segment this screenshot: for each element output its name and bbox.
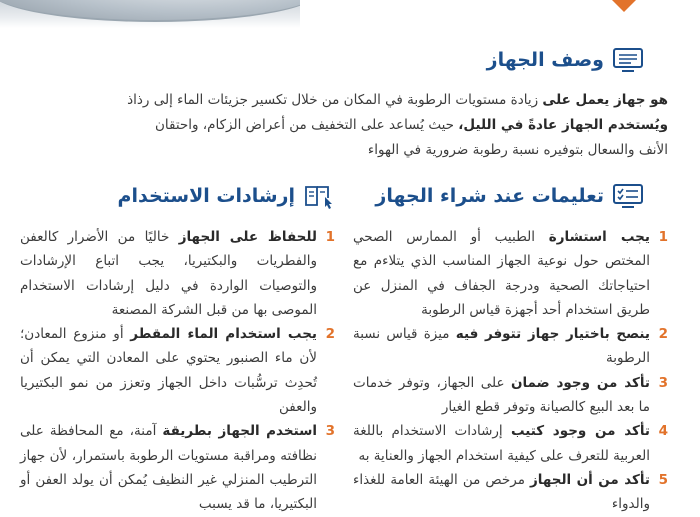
usage-item: 1 للحفاظ على الجهاز خاليًا من الأضرار كالعفن والفطريات والبكتيريا، يجب اتباع الإرشادات والتوصيات الواردة في دليل إرشادات الاستخدام الموصى بها من قبل الشركة المصنعة <box>20 229 335 318</box>
description-title: وصف الجهاز <box>486 49 604 71</box>
usage-list <box>20 225 335 517</box>
manual-click-icon <box>303 183 335 209</box>
monitor-document-icon <box>612 47 644 73</box>
purchase-heading <box>375 183 644 209</box>
purchase-item: 2 ينصح باختيار جهاز تتوفر فيه ميزة قياس نسبة الرطوبة <box>353 326 668 367</box>
purchase-item: 4 تأكد من وجود كتيب إرشادات الاستخدام باللغة العربية للتعرف على كيفية استخدام الجهاز والعناية به <box>353 423 668 464</box>
usage-item: 2 يجب استخدام الماء المقطر أو منزوع المعادن؛ لأن ماء الصنبور يحتوي على المعادن التي يمكن أن تُحدِث ترسُّبات داخل الجهاز وتعزز من نمو البكتيريا والعفن <box>20 326 335 416</box>
description-heading <box>487 47 644 73</box>
purchase-list <box>353 225 668 517</box>
humidifier-photo-fragment <box>0 0 320 22</box>
header-photo <box>0 0 700 28</box>
usage-item: 3 استخدم الجهاز بطريقة آمنة، مع المحافظة على نظافته ومراقبة مستويات الرطوبة باستمرار، لأن جهاز الترطيب المنزلي غير النظيف يُمكن أن يولد العفن أو البكتيريا، ما قد يسبب <box>20 423 335 513</box>
description-line-3: الأنف والسعال بتوفيره نسبة رطوبة ضرورية في الهواء <box>367 142 668 158</box>
checklist-icon <box>612 183 644 209</box>
orange-corner-marker <box>612 0 636 14</box>
description-line-1: هو جهاز يعمل على زيادة مستويات الرطوبة في المكان من خلال تكسير جزيئات الماء إلى رذاذ <box>127 92 668 108</box>
purchase-item: 3 تأكد من وجود ضمان على الجهاز، وتوفر خدمات ما بعد البيع كالصيانة وتوفر قطع الغيار <box>353 374 668 416</box>
usage-heading <box>118 183 335 209</box>
description-text <box>28 88 668 163</box>
purchase-title: تعليمات عند شراء الجهاز <box>375 185 604 207</box>
purchase-item: 1 يجب استشارة الطبيب أو الممارس الصحي المختص حول نوعية الجهاز المناسب الذي يتلاءم مع احتياجاتك الصحية ودرجة الجفاف في المنزل عن طريق استخدام أحد أجهزة قياس الرطوبة <box>353 229 668 318</box>
usage-title: إرشادات الاستخدام <box>117 185 295 207</box>
description-line-2: ويُستخدم الجهاز عادةً في الليل، حيث يُساعد على التخفيف من أعراض الزكام، واحتقان <box>154 117 668 133</box>
purchase-item: 5 تأكد من أن الجهاز مرخص من الهيئة العامة للغذاء والدواء <box>353 471 668 513</box>
